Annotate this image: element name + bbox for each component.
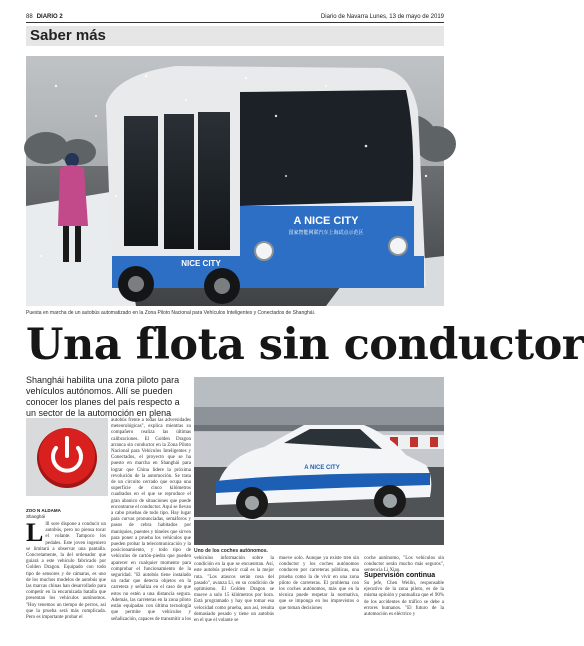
sidebar-column: [364, 581, 444, 640]
bus-cn-text: 国家智能网联汽车上海试点示范区: [288, 230, 364, 236]
bus-windshield: [240, 90, 413, 206]
article-column-1: [26, 518, 106, 640]
headline: Una flota sin conductor: [26, 320, 584, 370]
sidebar-text: Su jefe, Chen Weilin, responsable ejecutivo de la zona piloto, es de la misma opinión y puntualiza que el 90% de los accidentes de tráfico se debe a errores humanos. "El futuro de la automoción es eléctrico y: [364, 581, 444, 618]
column-3-text: vehículos información sobre la condición en la que se encuentran. Así, este autobús predecir cuál es la mejor ruta. "Los atascos serán cosa del pasado", avanza Li, en su condición de optimismo. El Golden Dragon se mueve a solo 15 kilómetros por hora. Está programado y hay que tomar esa velocidad como prueba, aun así, resulta demasiado pesado y tiene un autobús en el que el volante se: [194, 556, 274, 624]
article-column-3: [194, 556, 274, 640]
column-4-text: mueve solo. Aunque ya existe tren sin conductor y los coches autónomos conducen por carreteras públicas, una prueba como la de vivir en una zona piloto de carreteras. El problema con los coches autónomos, más que en la técnica puede respetar la normativa, que se imponga en los imprevistos o que toman decisiones: [279, 556, 359, 611]
page-header: [26, 11, 444, 22]
article-column-2: [111, 418, 191, 640]
main-photo: [26, 56, 444, 306]
section-name: DIARIO 2: [36, 13, 63, 20]
dateline: Shanghái: [26, 514, 46, 519]
page-number: 88: [26, 13, 33, 20]
car-photo: [194, 377, 444, 545]
article-column-4: [279, 556, 359, 640]
bus-scene-illustration: [26, 56, 444, 306]
car-brand-text: A NICE CITY: [304, 465, 340, 471]
bus-side-text: NICE CITY: [181, 259, 221, 268]
header-left: [26, 14, 63, 20]
column-1-text: lll sore dispone a conducir un autobús, pero no piensa tocar el volante. Tampoco los pedales. Este joven ingeniero se limitará a observar una pantalla. Concretamente, la del ordenador que guiará a este vehículo fabricado por Golden Dragon. Equipado con todo tipo de sensores y de cámaras, es uno de los muchos modelos de autobús que las marcas chinas han desarrollado para competir en la encarnizada batalla que presentan los vehículos autónomos. "Hoy tenemos un tiempo de perros, así que la prueba será más complicada. Pero es importante probar el: [26, 522, 106, 621]
byline: ZOO N ALDAMA: [26, 508, 61, 513]
power-icon: [26, 418, 108, 496]
column-2-text: autobús frente a todas las adversidades meteorológicas", explica mientras su compañero realiza las últimas calibraciones. El Golden Dragon arranca sin conductor en la Zona Piloto Nacional para Vehículos Inteligentes y Conectados, el proyecto que se ha puesto en marcha en Shanghái para lograr que China lidere la próxima revolución de la automoción. Se trata de un circuito cerrado que ocupa una superficie de cinco kilómetros cuadrados en el que se reproduce el gran abanico de situaciones que puede encontrarse el conductor. Aquí se llevan a cabo pruebas de todo tipo. Hay lugar para curvas pronunciadas, semáforos y pasos de cebra habitados por maniquíes, puentes y túneles que sirven para poner a prueba los vehículos que pueden probar la telecomunicación y la posicionamiento, y todo tipo de vehículos de cartón-piedra que pueden aparecer en cualquier momento para comprobar el funcionamiento de la seguridad. "El autobús tiene instalado un radar que detecta objetos en la carretera y señaliza en el caso de que estos no estén a una distancia segura. Además, las carreteras en la zona piloto están equipadas con última tecnología que permite que vehículos y señalización, capaces de transmitir a los: [111, 418, 191, 622]
bus-blue-skirt: [112, 256, 424, 288]
subheadline: Shanghái habilita una zona piloto para vehículos autónomos. Allí se pueden conocer los planes del país respecto a un sector de la automoción en plena: [26, 375, 180, 418]
car-photo-caption: Uno de los coches autónomos.: [194, 548, 268, 554]
section-title: Saber más: [30, 27, 106, 44]
header-rule: [26, 22, 444, 23]
column-5-text: coche autónomo, "Los vehículos sin conductor serán mucho más seguros", sentencia Li Xiao.: [364, 556, 444, 574]
article-column-5: [364, 556, 444, 574]
publication-line: Diario de Navarra Lunes, 13 de mayo de 2019: [320, 13, 444, 20]
car-scene-illustration: [194, 377, 444, 545]
drop-cap: L: [26, 518, 44, 547]
section-band: [26, 26, 444, 46]
bus-brand-text: A NICE CITY: [293, 215, 359, 227]
power-button-graphic: [26, 418, 108, 496]
sidebar-title: Supervisión continua: [364, 572, 436, 579]
main-photo-caption: Puesta en marcha de un autobús automatizado en la Zona Piloto Nacional para Vehículos Inteligentes y Conectados de Shanghái.: [26, 310, 316, 316]
